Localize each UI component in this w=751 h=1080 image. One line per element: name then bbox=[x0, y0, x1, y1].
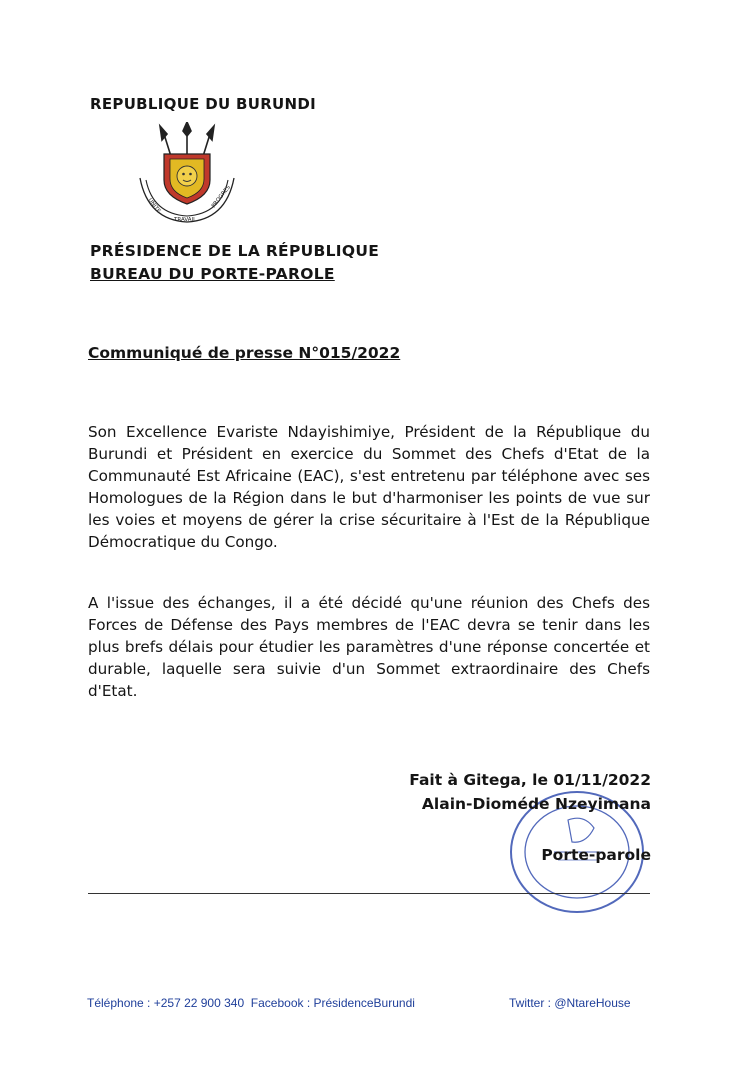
footer-divider bbox=[88, 893, 650, 894]
svg-text:UNITE: UNITE bbox=[146, 197, 162, 215]
signature-place-date: Fait à Gitega, le 01/11/2022 bbox=[409, 771, 651, 789]
svg-text:PROGRES: PROGRES bbox=[210, 184, 232, 210]
burundi-coat-of-arms-icon bbox=[134, 122, 240, 230]
country-heading: REPUBLIQUE DU BURUNDI bbox=[90, 95, 317, 113]
footer-contacts: Téléphone : +257 22 900 340 Facebook : PrésidenceBurundi bbox=[87, 996, 415, 1010]
signatory-name: Alain-Dioméde Nzeyimana bbox=[421, 795, 651, 813]
bureau-heading: BUREAU DU PORTE-PAROLE bbox=[90, 265, 335, 283]
body-paragraph-1: Son Excellence Evariste Ndayishimiye, Président de la République du Burundi et Président en exercice du Sommet des Chefs d'Etat de la Communauté Est Africaine (EAC), s'est entretenu par téléphone avec ses Homologues de la Région dans le but d'harmoniser les points de vue sur les voies et moyens de gérer la crise sécuritaire à l'Est de la République Démocratique du Congo. bbox=[88, 423, 650, 551]
presidency-heading: PRÉSIDENCE DE LA RÉPUBLIQUE bbox=[90, 242, 380, 260]
communique-title: Communiqué de presse N°015/2022 bbox=[88, 344, 401, 362]
footer-twitter: Twitter : @NtareHouse bbox=[509, 996, 631, 1010]
signatory-role: Porte-parole bbox=[541, 846, 651, 864]
body-paragraph-2: A l'issue des échanges, il a été décidé qu'une réunion des Chefs des Forces de Défense des Pays membres de l'EAC devra se tenir dans les plus brefs délais pour étudier les paramètres d'une réponse concertée et durable, laquelle sera suivie d'un Sommet extraordinaire des Chefs d'Etat. bbox=[88, 594, 650, 700]
svg-text:TRAVAIL: TRAVAIL bbox=[174, 217, 197, 223]
